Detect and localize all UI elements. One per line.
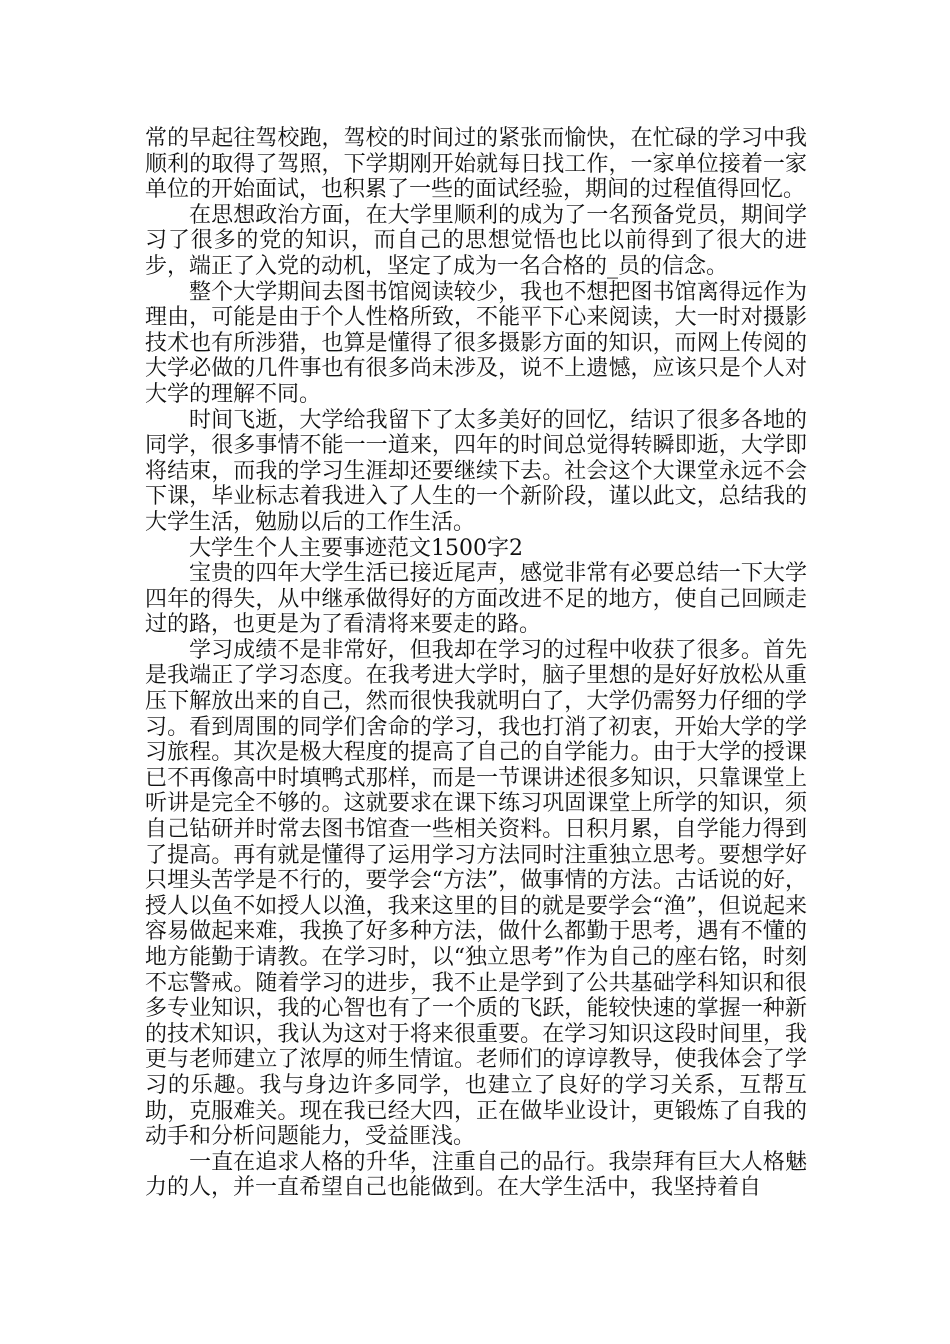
paragraph-study: 学习成绩不是非常好，但我却在学习的过程中收获了很多。首先是我端正了学习态度。在我考进大学时，脑子里想的是好好放松从重压下解放出来的自己，然而很快我就明白了，大学仍需努力仔细的学习。看到周围的同学们舍命的学习，我也打消了初衷，开始大学的学习旅程。其次是极大程度的提高了自己的自学能力。由于大学的授课已不再像高中时填鸭式那样，而是一节课讲述很多知识，只靠课堂上听讲是完全不够的。这就要求在课下练习巩固课堂上所学的知识，须自己钻研并时常去图书馆查一些相关资料。日积月累，自学能力得到了提高。再有就是懂得了运用学习方法同时注重独立思考。要想学好只埋头苦学是不行的，要学会“方法”，做事情的方法。古话说的好，授人以鱼不如授人以渔，我来这里的目的就是要学会“渔”，但说起来容易做起来难，我换了好多种方法，做什么都勤于思考，遇有不懂的地方能勤于请教。在学习时，以“独立思考”作为自己的座右铭，时刻不忘警戒。随着学习的进步，我不止是学到了公共基础学科知识和很多专业知识，我的心智也有了一个质的飞跃，能较快速的掌握一种新的技术知识，我认为这对于将来很重要。在学习知识这段时间里，我更与老师建立了浓厚的师生情谊。老师们的谆谆教导，使我体会了学习的乐趣。我与身边许多同学，也建立了良好的学习关系，互帮互助，克服难关。现在我已经大四，正在做毕业设计，更锻炼了自我的动手和分析问题能力，受益匪浅。 bbox=[145, 637, 807, 1150]
paragraph-time-flies: 时间飞逝，大学给我留下了太多美好的回忆，结识了很多各地的同学，很多事情不能一一道来，四年的时间总觉得转瞬即逝，大学即将结束，而我的学习生涯却还要继续下去。社会这个大课堂永远不会下课，毕业标志着我进入了人生的一个新阶段，谨以此文，总结我的大学生活，勉励以后的工作生活。 bbox=[145, 407, 807, 535]
paragraph-character: 一直在追求人格的升华，注重自己的品行。我崇拜有巨大人格魅力的人，并一直希望自己也能做到。在大学生活中，我坚持着自 bbox=[145, 1149, 807, 1201]
paragraph-driving-license: 常的早起往驾校跑，驾校的时间过的紧张而愉快，在忙碌的学习中我顺利的取得了驾照，下学期刚开始就每日找工作，一家单位接着一家单位的开始面试，也积累了一些的面试经验，期间的过程值得回忆。 bbox=[145, 126, 807, 203]
paragraph-political-thought: 在思想政治方面，在大学里顺利的成为了一名预备党员，期间学习了很多的党的知识，而自己的思想觉悟也比以前得到了很大的进步，端正了入党的动机，坚定了成为一名合格的_员的信念。 bbox=[145, 202, 807, 279]
paragraph-four-years-summary: 宝贵的四年大学生活已接近尾声，感觉非常有必要总结一下大学四年的得失，从中继承做得好的方面改进不足的地方，使自己回顾走过的路，也更是为了看清将来要走的路。 bbox=[145, 561, 807, 638]
paragraph-library-reading: 整个大学期间去图书馆阅读较少，我也不想把图书馆离得远作为理由，可能是由于个人性格所致，不能平下心来阅读，大一时对摄影技术也有所涉猎，也算是懂得了很多摄影方面的知识，而网上传阅的大学必做的几件事也有很多尚未涉及，说不上遗憾，应该只是个人对大学的理解不同。 bbox=[145, 279, 807, 407]
document-page bbox=[145, 126, 807, 1201]
section-heading: 大学生个人主要事迹范文1500字2 bbox=[189, 535, 523, 561]
